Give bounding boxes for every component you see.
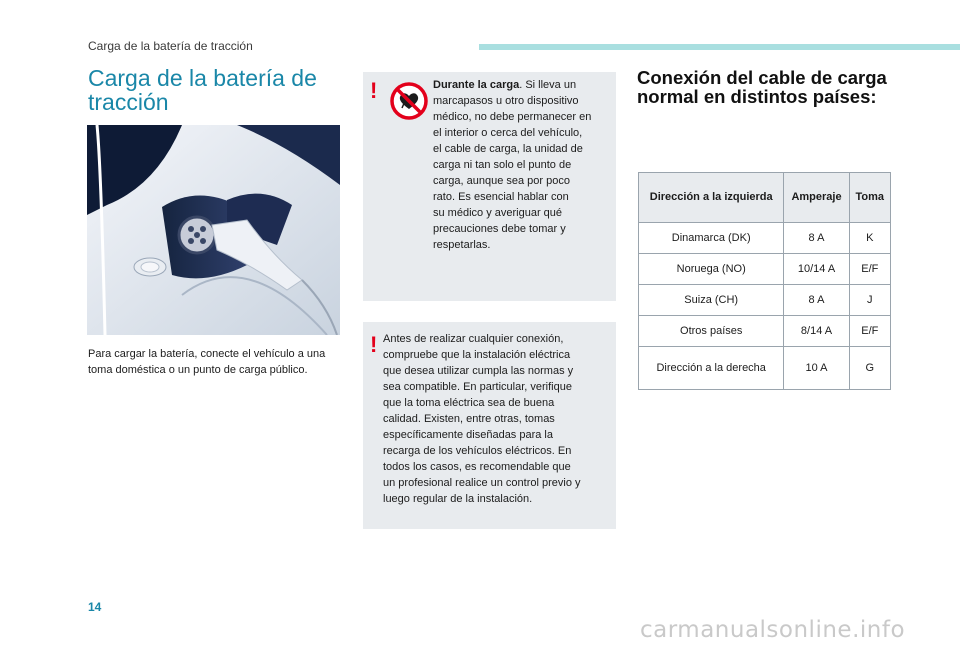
warning-icon: ! bbox=[370, 78, 378, 103]
warning-line: Durante la carga. Si lleva un bbox=[433, 79, 577, 91]
warning-line: el interior o cerca del vehículo, bbox=[433, 127, 583, 139]
table-cell: K bbox=[849, 223, 890, 254]
table-cell: 8/14 A bbox=[784, 316, 849, 347]
warning-line: recarga de los vehículos eléctricos. En bbox=[383, 445, 572, 457]
table-cell: Dirección a la derecha bbox=[639, 347, 784, 390]
warning-line: todos los casos, es recomendable que bbox=[383, 461, 571, 473]
table-row bbox=[639, 223, 891, 254]
warning-line: el cable de carga, la unidad de bbox=[433, 143, 583, 155]
warning-line: sea compatible. En particular, verifique bbox=[383, 381, 572, 393]
running-header: Carga de la batería de tracción bbox=[88, 39, 253, 53]
table-cell: E/F bbox=[849, 316, 890, 347]
table-row bbox=[639, 285, 891, 316]
warning-line: luego regular de la instalación. bbox=[383, 493, 533, 505]
page-number: 14 bbox=[88, 600, 102, 614]
table-row bbox=[639, 347, 891, 390]
table-cell: E/F bbox=[849, 254, 890, 285]
warning-line: su médico y averiguar qué bbox=[433, 207, 563, 219]
column-header: Toma bbox=[849, 173, 890, 223]
installation-warning-box bbox=[363, 322, 616, 529]
warning-line: carga, aunque sea por poco bbox=[433, 175, 570, 187]
watermark: carmanualsonline.info bbox=[640, 617, 906, 643]
country-connection-table bbox=[638, 172, 891, 390]
warning-line: un profesional realice un control previo y bbox=[383, 477, 581, 489]
intro-paragraph: Para cargar la batería, conecte el vehículo a una toma doméstica o un punto de carga público. bbox=[88, 348, 326, 376]
warning-line: específicamente diseñadas para la bbox=[383, 429, 553, 441]
warning-line: calidad. Existen, entre otras, tomas bbox=[383, 413, 555, 425]
page-title: Carga de la batería de tracción bbox=[88, 65, 317, 115]
warning-line: carga ni tan solo el punto de bbox=[433, 159, 572, 171]
table-cell: 10 A bbox=[784, 347, 849, 390]
warning-line: respetarlas. bbox=[433, 239, 491, 251]
column-header: Amperaje bbox=[784, 173, 849, 223]
charging-port-photo bbox=[87, 125, 340, 335]
table-header-row bbox=[639, 173, 891, 223]
table-cell: J bbox=[849, 285, 890, 316]
warning-line: rato. Es esencial hablar con bbox=[433, 191, 569, 203]
header-accent-bar bbox=[479, 44, 960, 50]
table-cell: Otros países bbox=[639, 316, 784, 347]
column-header: Dirección a la izquierda bbox=[639, 173, 784, 223]
warning-line: médico, no debe permanecer en bbox=[433, 111, 592, 123]
warning-line: precauciones debe tomar y bbox=[433, 223, 566, 235]
table-cell: 8 A bbox=[784, 223, 849, 254]
warning-line: marcapasos u otro dispositivo bbox=[433, 95, 579, 107]
warning-line: que la toma eléctrica sea de buena bbox=[383, 397, 555, 409]
table-row bbox=[639, 254, 891, 285]
installation-warning-text bbox=[383, 331, 609, 507]
warning-icon: ! bbox=[370, 332, 378, 357]
table-cell: Noruega (NO) bbox=[639, 254, 784, 285]
table-cell: Suiza (CH) bbox=[639, 285, 784, 316]
section-title: Conexión del cable de carga normal en distintos países: bbox=[637, 67, 887, 107]
table-cell: G bbox=[849, 347, 890, 390]
warning-line: Antes de realizar cualquier conexión, bbox=[383, 333, 564, 345]
pacemaker-warning-text bbox=[433, 77, 611, 253]
table-cell: Dinamarca (DK) bbox=[639, 223, 784, 254]
pacemaker-warning-box bbox=[363, 72, 616, 301]
warning-line: que desea utilizar cumpla las normas y bbox=[383, 365, 574, 377]
table-cell: 8 A bbox=[784, 285, 849, 316]
pacemaker-prohibited-icon bbox=[389, 81, 429, 121]
table-row bbox=[639, 316, 891, 347]
warning-line: compruebe que la instalación eléctrica bbox=[383, 349, 571, 361]
table-cell: 10/14 A bbox=[784, 254, 849, 285]
